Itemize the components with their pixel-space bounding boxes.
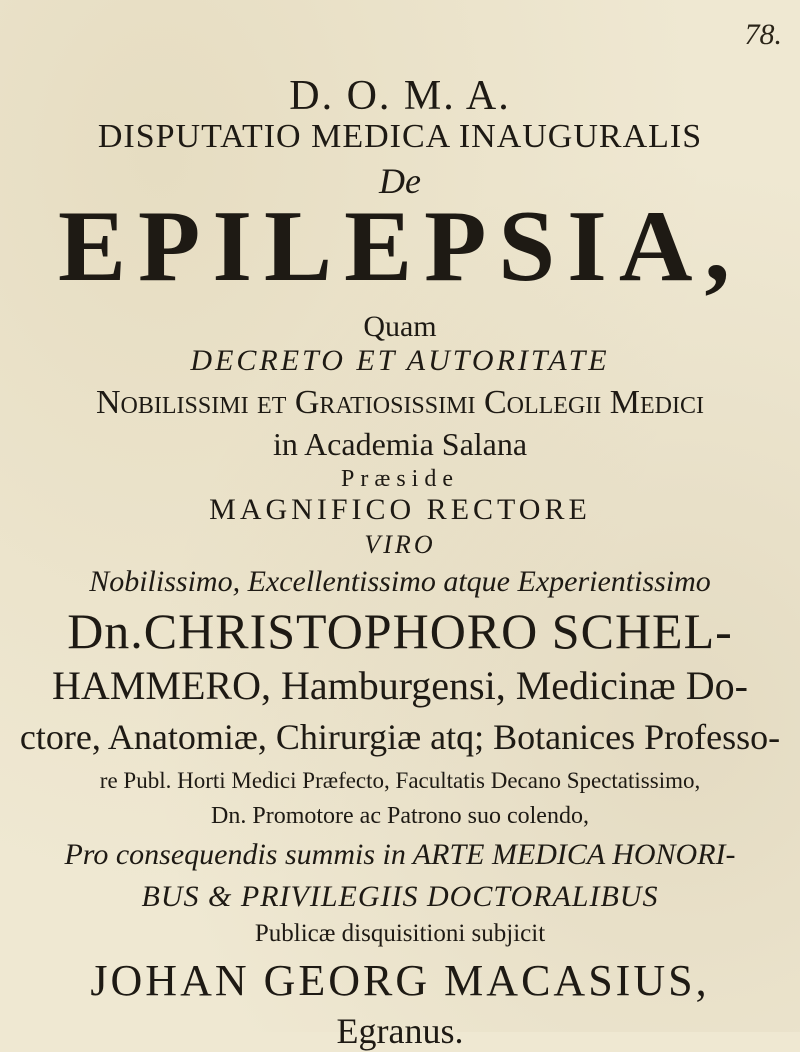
de-word: De [379,161,421,201]
purpose-line-1: Pro consequendis summis in ARTE MEDICA HONORI- [64,838,736,871]
author-origin: Egranus. [336,1011,464,1051]
disciplines-line: ctore, Anatomiæ, Chirurgiæ atq; Botanices Professo- [19,717,781,757]
epithets-line: Nobilissimo, Excellentissimo atque Experientissimo [89,565,711,598]
publicae-line: Publicæ disquisitioni subjicit [254,920,546,947]
offices-line: re Publ. Horti Medici Præfecto, Facultatis Decano Spectatissimo, [99,768,701,793]
quam-word: Quam [363,310,437,343]
praeses-name-continued: HAMMERO, Hamburgensi, Medicinæ Do- [52,663,748,708]
purpose-line-2: BUS & PRIVILEGIIS DOCTORALIBUS [141,880,659,913]
praeside-line: Præside [340,466,459,492]
viro-line: VIRO [364,530,436,559]
folio-number: 78. [744,18,782,51]
praeses-name: Dn.CHRISTOPHORO SCHEL- [67,603,733,659]
patron-line: Dn. Promotore ac Patrono suo colendo, [211,803,589,829]
rector-line: MAGNIFICO RECTORE [209,493,591,526]
invocation: D. O. M. A. [289,73,511,119]
collegium-line: Nobilissimi et Gratiosissimi Collegii Medici [96,384,704,421]
decreto-line: DECRETO ET AUTORITATE [190,344,610,377]
subject-title: EPILEPSIA, [58,190,742,303]
author-name: JOHAN GEORG MACASIUS, [90,956,710,1005]
academia-line: in Academia Salana [272,426,528,462]
disputation-heading: DISPUTATIO MEDICA INAUGURALIS [97,118,703,155]
